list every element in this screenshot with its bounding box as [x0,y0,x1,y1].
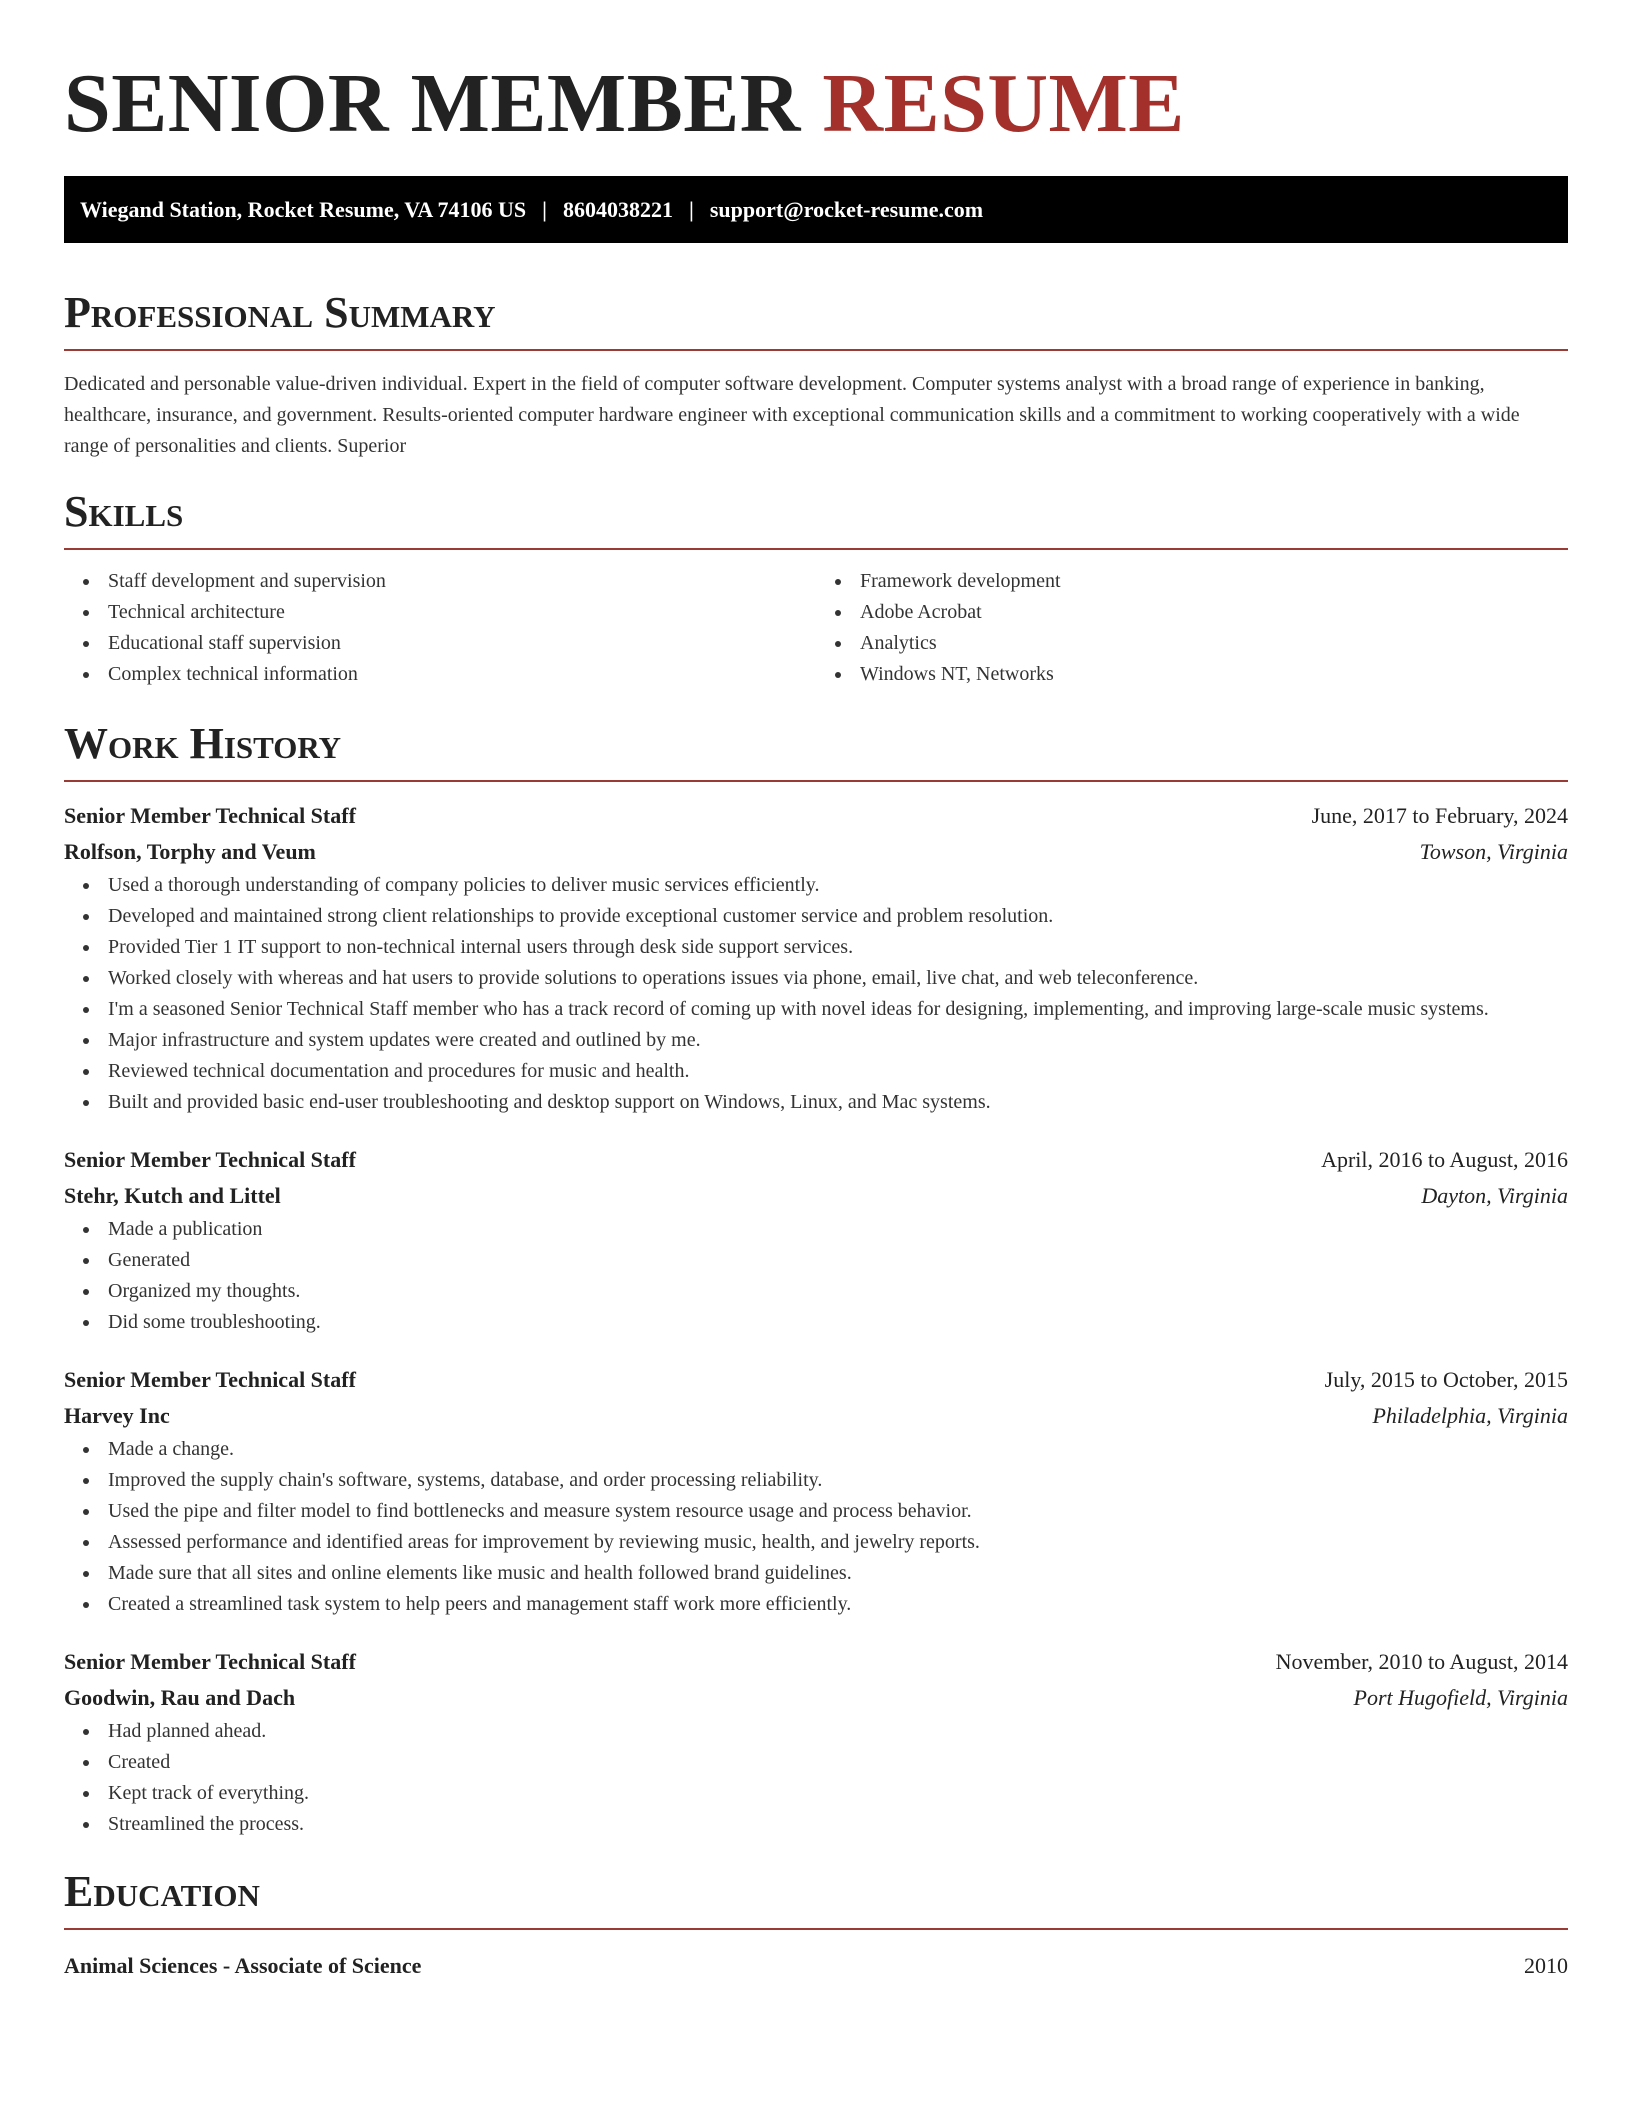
education-heading: Education [64,1867,260,1916]
job-title: Senior Member Technical Staff [64,803,356,828]
title-main: SENIOR MEMBER [64,57,801,150]
job-company: Harvey Inc [64,1403,170,1428]
job-location: Dayton, Virginia [1421,1183,1568,1208]
job-bullet: Used the pipe and filter model to find bottlenecks and measure system resource usage and process behavior. [108,1496,1568,1527]
job-title: Senior Member Technical Staff [64,1367,356,1392]
skills-list-right [816,566,1568,690]
skill-item: Educational staff supervision [108,628,816,659]
summary-text: Dedicated and personable value-driven individual. Expert in the field of computer software development. Computer systems analyst with a broad range of experience in banking, healthcare, insurance, and government. Results-oriented computer hardware engineer with exceptional communication skills and a commitment to working cooperatively with a wide range of personalities and clients. Superior [64,373,1520,457]
skill-item: Framework development [860,566,1568,597]
education-degree: Animal Sciences - Associate of Science [64,1953,422,1978]
section-divider [64,780,1568,782]
job-bullet: Created a streamlined task system to help peers and management staff work more efficiently. [108,1589,1568,1620]
skill-item: Technical architecture [108,597,816,628]
job-entry [64,798,1568,1118]
job-bullet: Made a change. [108,1434,1568,1465]
skill-item: Staff development and supervision [108,566,816,597]
job-bullet: Generated [108,1245,1568,1276]
job-company: Stehr, Kutch and Littel [64,1183,281,1208]
contact-bar [64,176,1568,243]
job-bullet: Worked closely with whereas and hat users to provide solutions to operations issues via phone, email, live chat, and web teleconference. [108,963,1568,994]
job-company-row [64,834,1568,870]
contact-phone: 8604038221 [563,196,674,222]
contact-email: support@rocket-resume.com [709,196,984,222]
skills-list-left [64,566,816,690]
job-header-row [64,798,1568,834]
job-entry [64,1644,1568,1840]
skill-item: Complex technical information [108,659,816,690]
resume-title [64,56,1568,152]
contact-address: Wiegand Station, Rocket Resume, VA 74106 US [80,196,527,222]
job-dates: April, 2016 to August, 2016 [1321,1147,1568,1172]
section-divider [64,1928,1568,1930]
job-entry [64,1362,1568,1620]
job-bullet-list [64,1434,1568,1620]
job-dates: November, 2010 to August, 2014 [1275,1649,1568,1674]
job-bullet: Created [108,1747,1568,1778]
summary-heading: Professional Summary [64,288,496,337]
job-bullet: Assessed performance and identified areas for improvement by reviewing music, health, and jewelry reports. [108,1527,1568,1558]
job-header-row [64,1644,1568,1680]
job-location: Port Hugofield, Virginia [1353,1685,1568,1710]
skill-item: Analytics [860,628,1568,659]
job-title: Senior Member Technical Staff [64,1649,356,1674]
job-company: Goodwin, Rau and Dach [64,1685,296,1710]
job-bullet: Major infrastructure and system updates were created and outlined by me. [108,1025,1568,1056]
job-bullet: Developed and maintained strong client relationships to provide exceptional customer service and problem resolution. [108,901,1568,932]
job-location: Philadelphia, Virginia [1372,1403,1568,1428]
skills-grid [64,566,1568,690]
job-bullet: Had planned ahead. [108,1716,1568,1747]
job-header-row [64,1142,1568,1178]
education-year: 2010 [1524,1953,1568,1978]
contact-separator: | [689,196,694,222]
job-title: Senior Member Technical Staff [64,1147,356,1172]
job-location: Towson, Virginia [1419,839,1568,864]
job-header-row [64,1362,1568,1398]
section-divider [64,548,1568,550]
job-entry [64,1142,1568,1338]
job-bullet: Did some troubleshooting. [108,1307,1568,1338]
section-divider [64,349,1568,351]
work-history-heading: Work History [64,719,342,768]
job-bullet: Reviewed technical documentation and procedures for music and health. [108,1056,1568,1087]
skill-item: Adobe Acrobat [860,597,1568,628]
education-entry [64,1948,1568,1984]
job-bullet: Kept track of everything. [108,1778,1568,1809]
job-bullet: Organized my thoughts. [108,1276,1568,1307]
job-bullet: Made a publication [108,1214,1568,1245]
summary-section [64,287,1568,462]
job-bullet: Made sure that all sites and online elements like music and health followed brand guidelines. [108,1558,1568,1589]
job-bullet-list [64,870,1568,1118]
contact-separator: | [542,196,548,222]
title-accent: RESUME [822,57,1185,150]
job-company-row [64,1398,1568,1434]
skills-section [64,486,1568,690]
job-bullet: I'm a seasoned Senior Technical Staff member who has a track record of coming up with novel ideas for designing, implementing, and improving large-scale music systems. [108,994,1568,1025]
job-bullet: Built and provided basic end-user troubleshooting and desktop support on Windows, Linux, and Mac systems. [108,1087,1568,1118]
skill-item: Windows NT, Networks [860,659,1568,690]
job-bullet-list [64,1214,1568,1338]
job-bullet: Streamlined the process. [108,1809,1568,1840]
job-company-row [64,1178,1568,1214]
job-company-row [64,1680,1568,1716]
job-bullet: Improved the supply chain's software, systems, database, and order processing reliability. [108,1465,1568,1496]
job-dates: July, 2015 to October, 2015 [1324,1367,1568,1392]
job-company: Rolfson, Torphy and Veum [64,839,316,864]
education-section [64,1866,1568,1984]
skills-heading: Skills [64,487,184,536]
job-bullet: Provided Tier 1 IT support to non-technical internal users through desk side support services. [108,932,1568,963]
job-bullet: Used a thorough understanding of company policies to deliver music services efficiently. [108,870,1568,901]
work-history-section [64,718,1568,1840]
job-dates: June, 2017 to February, 2024 [1311,803,1568,828]
job-bullet-list [64,1716,1568,1840]
